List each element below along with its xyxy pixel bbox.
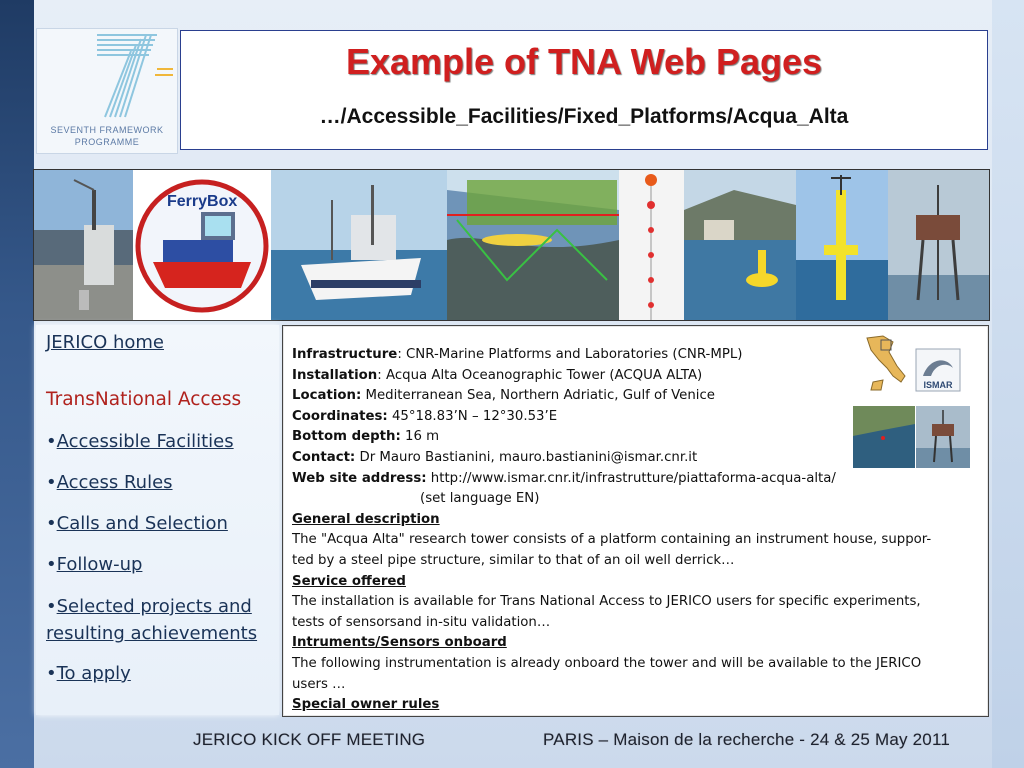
facility-details [292,345,972,716]
location-label: Location: [292,388,362,404]
photo-strip [33,169,990,321]
bullet: • [46,513,57,534]
breadcrumb-path: …/Accessible_Facilities/Fixed_Platforms/Acqua_Alta [319,105,849,128]
nav-item-label: Selected projects and resulting achievements [46,596,258,644]
nav-item-accessible-facilities[interactable] [46,431,234,452]
facility-info-box [282,325,989,717]
fp7-logo-line2: PROGRAMME [74,137,140,147]
bullet: • [46,431,57,452]
harbor-instrument-photo [34,170,133,320]
website-link[interactable]: http://www.ismar.cnr.it/infrastrutture/piattaforma-acqua-alta/ [426,470,836,486]
footer-meeting-name: JERICO KICK OFF MEETING [193,730,426,749]
website-label: Web site address: [292,470,427,486]
contact-value[interactable]: Dr Mauro Bastianini, mauro.bastianini@ismar.cnr.it [355,449,698,465]
nav-item-calls-and-selection[interactable] [46,513,228,534]
bottom-depth-value: 16 m [400,429,440,445]
italy-map-icon [853,332,913,400]
bullet: • [46,554,57,575]
nav-item-access-rules[interactable] [46,472,173,493]
instruments-line2: users … [292,676,346,692]
yellow-buoy-photo [796,170,888,320]
coordinates-value: 45°18.83’N – 12°30.53’E [387,408,558,424]
nav-item-label: Accessible Facilities [56,431,234,452]
coastal-buoy-photo [684,170,796,320]
mooring-line-diagram [619,170,684,320]
contact-label: Contact: [292,449,356,465]
instruments-line1: The following instrumentation is already onboard the tower and will be available to the JERICO [292,655,922,671]
location-value: Mediterranean Sea, Northern Adriatic, Gulf of Venice [361,388,715,404]
nav-item-label: Calls and Selection [56,513,228,534]
nav-section-heading: TransNational Access [46,389,242,410]
nav-item-selected-projects[interactable] [46,593,276,647]
service-offered-line1: The installation is available for Trans National Access to JERICO users for specific experiments, [292,594,921,610]
glider-seafloor-illustration [447,170,619,320]
nav-item-follow-up[interactable] [46,554,142,575]
infrastructure-value: : CNR-Marine Platforms and Laboratories (CNR-MPL) [397,347,743,362]
general-description-line2: ted by a steel pipe structure, similar to that of an oil well derrick… [292,552,735,568]
offshore-tower-photo [888,170,989,320]
satellite-map-image [853,406,915,468]
general-description-heading[interactable]: General description [292,511,440,527]
bullet: • [46,663,57,684]
special-owner-rules-heading[interactable]: Special owner rules [292,697,440,713]
fp7-seven-logo [36,28,178,154]
nav-item-label: Follow-up [56,554,143,575]
right-decorative-stripe [992,0,1024,768]
installation-value: : Acqua Alta Oceanographic Tower (ACQUA ALTA) [377,367,703,383]
acqua-alta-tower-photo [916,406,970,468]
ismar-logo-text: ISMAR [923,380,953,390]
bottom-depth-label: Bottom depth: [292,429,401,445]
installation-label: Installation [292,367,378,383]
ferrybox-logo [133,170,271,320]
nav-item-to-apply[interactable] [46,663,131,684]
bullet: • [46,472,57,493]
fishing-boat-photo [271,170,447,320]
fp7-logo-line1: SEVENTH FRAMEWORK [50,125,164,135]
instruments-heading[interactable]: Intruments/Sensors onboard [292,635,507,651]
infrastructure-label: Infrastructure [292,347,398,362]
title-box [180,30,988,150]
service-offered-heading[interactable]: Service offered [292,573,406,589]
bullet: • [46,596,57,617]
service-offered-line2: tests of sensorsand in-situ validation… [292,614,551,630]
side-navigation [36,325,279,715]
ismar-logo [915,348,961,392]
page-title: Example of TNA Web Pages [345,41,823,82]
general-description-line1: The "Acqua Alta" research tower consists of a platform containing an instrument house, suppor- [292,532,932,548]
fp7-seven-icon [37,29,177,125]
coordinates-label: Coordinates: [292,408,388,424]
nav-jerico-home-link[interactable]: JERICO home [46,332,164,353]
nav-item-label: To apply [56,663,131,684]
nav-item-label: Access Rules [56,472,173,493]
svg-text:FerryBox: FerryBox [167,193,238,210]
footer-venue-date: PARIS – Maison de la recherche - 24 & 25 May 2011 [543,730,950,749]
website-language-note: (set language EN) [420,491,540,507]
left-decorative-stripe [0,0,34,768]
website-row [292,469,972,490]
